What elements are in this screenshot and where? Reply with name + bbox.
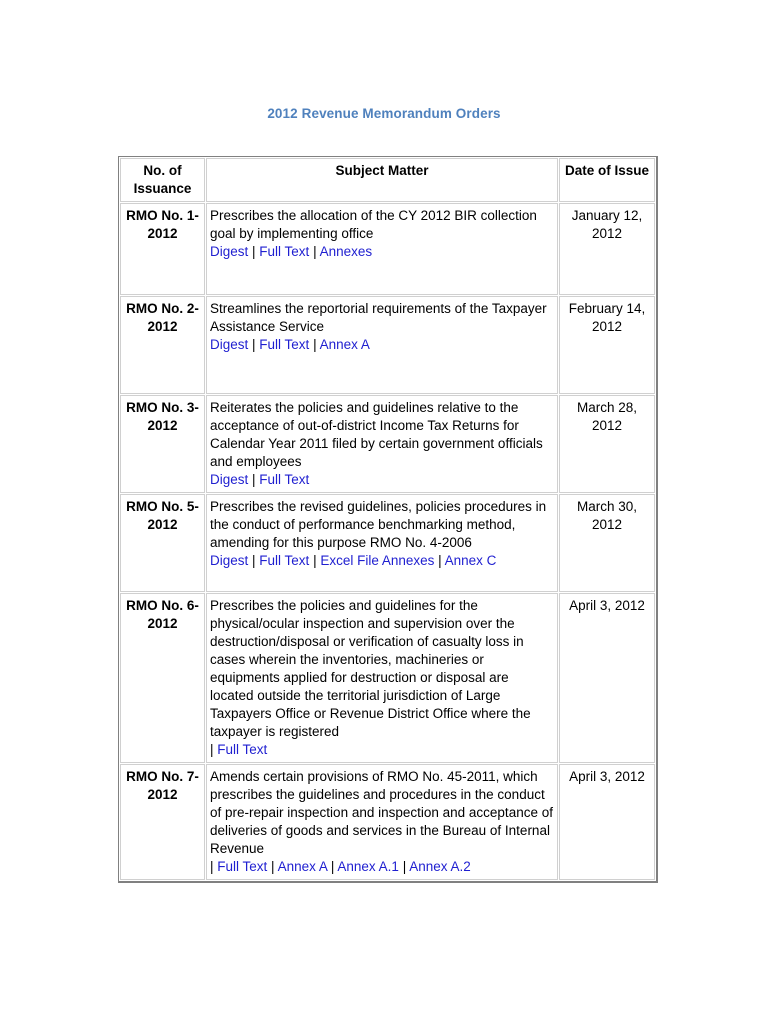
- table-row: [120, 395, 655, 493]
- link-digest[interactable]: Digest: [210, 244, 249, 259]
- link-separator: |: [248, 472, 260, 487]
- subject-text: Reiterates the policies and guidelines relative to the acceptance of out-of-district Income Tax Returns for Calendar Year 2011 filed by certain government officials and employees: [210, 400, 543, 469]
- subject-text: Prescribes the revised guidelines, policies procedures in the conduct of performance benchmarking method, amending for this purpose RMO No. 4-2006: [210, 499, 547, 550]
- issue-date: January 12, 2012: [559, 203, 655, 295]
- table-row: [120, 764, 655, 880]
- subject-cell: [206, 494, 558, 592]
- issue-date: April 3, 2012: [559, 764, 655, 880]
- table-row: [120, 203, 655, 295]
- link-digest[interactable]: Digest: [210, 553, 249, 568]
- document-links: [210, 858, 554, 876]
- link-full-text[interactable]: Full Text: [259, 337, 310, 352]
- table-row: [120, 593, 655, 763]
- link-annex-c[interactable]: Annex C: [444, 553, 497, 568]
- rmo-table: [118, 156, 658, 883]
- link-separator: |: [327, 859, 338, 874]
- link-annex-a-1[interactable]: Annex A.1: [337, 859, 399, 874]
- document-links: [210, 741, 554, 759]
- link-separator: |: [248, 337, 260, 352]
- subject-text: Amends certain provisions of RMO No. 45-2011, which prescribes the guidelines and procedures in the conduct of pre-repair inspection and inspection and acceptance of deliveries of goods and services in the Bureau of Internal Revenue: [210, 769, 553, 856]
- document-links: [210, 552, 554, 570]
- table-row: [120, 494, 655, 592]
- issue-date: April 3, 2012: [559, 593, 655, 763]
- link-full-text[interactable]: Full Text: [259, 553, 310, 568]
- subject-text: Prescribes the policies and guidelines for the physical/ocular inspection and supervision over the destruction/disposal or verification of casualty loss in cases wherein the inventories, machineries or equipments applied for destruction or disposal are located outside the territorial jurisdiction of Large Taxpayers Office or Revenue District Office where the taxpayer is registered: [210, 598, 531, 739]
- link-separator: |: [210, 859, 218, 874]
- page-title: 2012 Revenue Memorandum Orders: [267, 106, 501, 121]
- link-separator: |: [248, 244, 260, 259]
- subject-text: Prescribes the allocation of the CY 2012 BIR collection goal by implementing office: [210, 208, 537, 241]
- link-annexes[interactable]: Annexes: [319, 244, 373, 259]
- table-header-row: [120, 158, 655, 202]
- link-excel-file-annexes[interactable]: Excel File Annexes: [320, 553, 435, 568]
- document-links: [210, 243, 554, 261]
- issuance-number: RMO No. 3-2012: [120, 395, 205, 493]
- link-separator: |: [434, 553, 445, 568]
- issue-date: March 30, 2012: [559, 494, 655, 592]
- link-separator: |: [309, 553, 321, 568]
- link-full-text[interactable]: Full Text: [217, 742, 268, 757]
- link-separator: |: [309, 244, 320, 259]
- link-annex-a[interactable]: Annex A: [277, 859, 328, 874]
- link-full-text[interactable]: Full Text: [259, 244, 310, 259]
- link-full-text[interactable]: Full Text: [259, 472, 310, 487]
- link-separator: |: [267, 859, 278, 874]
- link-full-text[interactable]: Full Text: [217, 859, 268, 874]
- link-digest[interactable]: Digest: [210, 472, 249, 487]
- subject-cell: [206, 203, 558, 295]
- link-digest[interactable]: Digest: [210, 337, 249, 352]
- table-row: [120, 296, 655, 394]
- subject-cell: [206, 296, 558, 394]
- link-separator: |: [398, 859, 410, 874]
- subject-cell: [206, 593, 558, 763]
- document-links: [210, 336, 554, 354]
- header-subject-matter: Subject Matter: [206, 158, 558, 202]
- link-separator: |: [309, 337, 320, 352]
- link-separator: |: [210, 742, 218, 757]
- issue-date: March 28, 2012: [559, 395, 655, 493]
- issue-date: February 14, 2012: [559, 296, 655, 394]
- issuance-number: RMO No. 7-2012: [120, 764, 205, 880]
- subject-cell: [206, 764, 558, 880]
- link-annex-a[interactable]: Annex A: [319, 337, 370, 352]
- subject-cell: [206, 395, 558, 493]
- link-annex-a-2[interactable]: Annex A.2: [409, 859, 471, 874]
- subject-text: Streamlines the reportorial requirements of the Taxpayer Assistance Service: [210, 301, 547, 334]
- link-separator: |: [248, 553, 260, 568]
- issuance-number: RMO No. 5-2012: [120, 494, 205, 592]
- issuance-number: RMO No. 6-2012: [120, 593, 205, 763]
- document-links: [210, 471, 554, 489]
- header-issuance-number: No. of Issuance: [120, 158, 205, 202]
- header-date-of-issue: Date of Issue: [559, 158, 655, 202]
- issuance-number: RMO No. 1-2012: [120, 203, 205, 295]
- issuance-number: RMO No. 2-2012: [120, 296, 205, 394]
